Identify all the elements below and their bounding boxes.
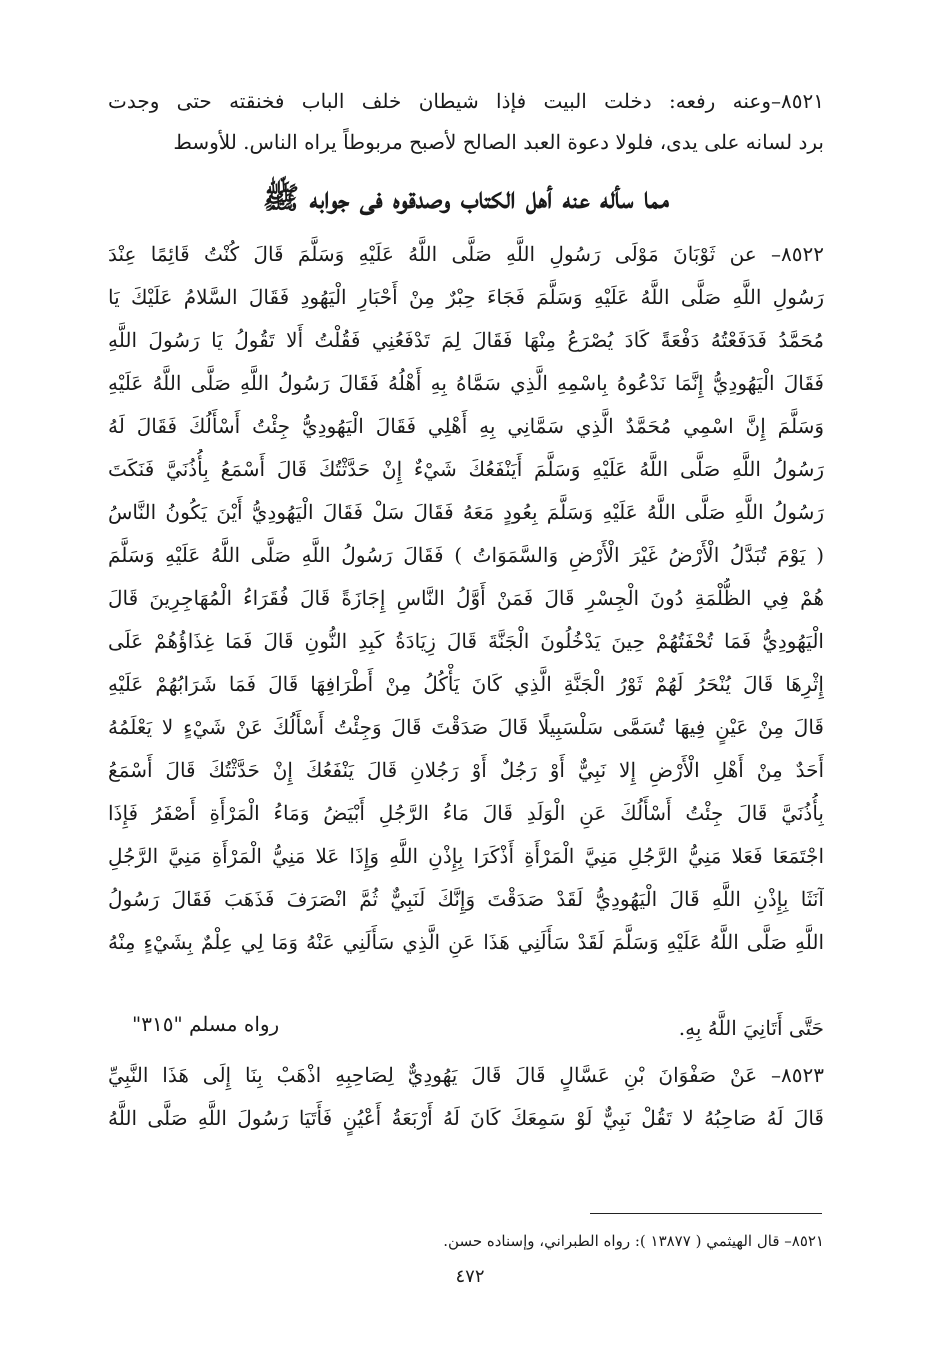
text-line: ٨٥٢١–وعنه رفعه: دخلت البيت فإذا شيطان خلف الباب فخنقته حتى وجدت — [108, 89, 824, 113]
text-line: وَسَلَّمَ إِنَّ اسْمِي مُحَمَّدٌ الَّذِي سَمَّانِي بِهِ أَهْلِي فَقَالَ الْيَهُودِيُّ جِئْتُ أَسْأَلُكَ فَقَالَ لَهُ — [108, 414, 824, 438]
section-heading: مما سأله عنه أهل الكتاب وصدقوه فى جوابه ﷺ — [262, 181, 670, 216]
text-line: رَسُولُ اللَّهِ صَلَّى اللَّهُ عَلَيْهِ وَسَلَّمَ أَيَنْفَعُكَ شَيْءٌ إِنْ حَدَّثْتُكَ قَالَ أَسْمَعُ بِأُذُنَيَّ فَنَكَتَ — [108, 457, 824, 481]
text-line: اللَّهِ صَلَّى اللَّهُ عَلَيْهِ وَسَلَّمَ لَقَدْ سَأَلَنِي هَذَا عَنِ الَّذِي سَأَلَنِي عَنْهُ وَمَا لِي عِلْمٌ بِشَيْءٍ مِنْهُ — [108, 930, 824, 954]
text-line: مُحَمَّدُ فَدَفَعْتُهُ دَفْعَةً كَادَ يُصْرَعُ مِنْهَا فَقَالَ لِمَ تَدْفَعُنِي فَقُلْتُ أَلا تَقُولُ يَا رَسُولَ اللَّهِ — [108, 328, 824, 352]
text-line: رَسُولُ اللَّهِ صَلَّى اللَّهُ عَلَيْهِ وَسَلَّمَ بِعُودٍ مَعَهُ فَقَالَ سَلْ فَقَالَ الْيَهُودِيُّ أَيْنَ يَكُونُ النَّاسُ — [108, 500, 824, 524]
text-line: هُمْ فِي الظُّلْمَةِ دُونَ الْجِسْرِ قَالَ فَمَنْ أَوَّلُ النَّاسِ إِجَازَةً قَالَ فُقَرَاءُ الْمُهَاجِرِينَ قَالَ — [108, 586, 824, 610]
text-line: إِثْرِهَا قَالَ يُنْحَرُ لَهُمْ ثَوْرُ الْجَنَّةِ الَّذِي كَانَ يَأْكُلُ مِنْ أَطْرَافِهَا قَالَ فَمَا شَرَابُهُمْ عَلَيْهِ — [108, 672, 824, 696]
text-line: اجْتَمَعَا فَعَلا مَنِيُّ الرَّجُلِ مَنِيَّ الْمَرْأَةِ أَذْكَرَا بِإِذْنِ اللَّهِ وَإِذَا عَلا مَنِيُّ الْمَرْأَةِ مَنِيَّ الرَّجُلِ — [108, 844, 824, 868]
footnote-divider — [590, 1213, 822, 1214]
text-line: ٨٥٢٢– عن ثَوْبَانَ مَوْلَى رَسُولِ اللَّهِ صَلَّى اللَّهُ عَلَيْهِ وَسَلَّمَ قَالَ كُنْتُ قَائِمًا عِنْدَ — [108, 242, 824, 266]
hadith-reference: رواه مسلم "٣١٥" — [132, 1012, 280, 1036]
text-line: برد لسانه على يدى، فلولا دعوة العبد الصالح لأصبح مربوطاً يراه الناس. للأوسط — [173, 130, 824, 154]
text-line: أَحَدٌ مِنْ أَهْلِ الْأَرْضِ إِلا نَبِيٌّ أَوْ رَجُلٌ أَوْ رَجُلانِ قَالَ يَنْفَعُكَ إِنْ حَدَّثْتُكَ قَالَ أَسْمَعُ — [108, 758, 824, 782]
text-line: رَسُولِ اللَّهِ صَلَّى اللَّهُ عَلَيْهِ وَسَلَّمَ فَجَاءَ حِبْرٌ مِنْ أَحْبَارِ الْيَهُودِ فَقَالَ السَّلامُ عَلَيْكَ يَا — [108, 285, 824, 309]
footnote: ٨٥٢١– قال الهيثمي ( ١٣٨٧٧ ): رواه الطبراني، وإسناده حسن. — [443, 1232, 824, 1250]
text-line: الْيَهُودِيُّ فَمَا تُحْفَتُهُمْ حِينَ يَدْخُلُونَ الْجَنَّةَ قَالَ زِيَادَةُ كَبِدِ النُّونِ قَالَ فَمَا غِذَاؤُهُمْ عَلَى — [108, 629, 824, 653]
page-number: ٤٧٢ — [455, 1266, 485, 1287]
text-line: حَتَّى أَتَانِيَ اللَّهُ بِهِ. — [678, 1016, 824, 1040]
text-line: ٨٥٢٣– عَنْ صَفْوَانَ بْنِ عَسَّالٍ قَالَ قَالَ يَهُودِيٌّ لِصَاحِبِهِ اذْهَبْ بِنَا إِلَى هَذَا النَّبِيِّ — [108, 1063, 824, 1087]
text-line: ( يَوْمَ تُبَدَّلُ الْأَرْضُ غَيْرَ الْأَرْضِ وَالسَّمَوَاتُ ) فَقَالَ رَسُولُ اللَّهِ صَلَّى اللَّهُ عَلَيْهِ وَسَلَّمَ — [108, 543, 824, 567]
text-line: قَالَ مِنْ عَيْنٍ فِيهَا تُسَمَّى سَلْسَبِيلًا قَالَ صَدَقْتَ قَالَ وَجِئْتُ أَسْأَلُكَ عَنْ شَيْءٍ لا يَعْلَمُهُ — [108, 715, 824, 739]
text-line: قَالَ لَهُ صَاحِبُهُ لا تَقُلْ نَبِيٌّ لَوْ سَمِعَكَ كَانَ لَهُ أَرْبَعَةُ أَعْيُنٍ فَأَتَيَا رَسُولَ اللَّهِ صَلَّى اللَّهُ — [108, 1106, 824, 1130]
text-line: بِأُذُنَيَّ قَالَ جِئْتُ أَسْأَلُكَ عَنِ الْوَلَدِ قَالَ مَاءُ الرَّجُلِ أَبْيَضُ وَمَاءُ الْمَرْأَةِ أَصْفَرُ فَإِذَا — [108, 801, 824, 825]
text-line: آنَثَا بِإِذْنِ اللَّهِ قَالَ الْيَهُودِيُّ لَقَدْ صَدَقْتَ وَإِنَّكَ لَنَبِيٌّ ثُمَّ انْصَرَفَ فَذَهَبَ فَقَالَ رَسُولُ — [108, 887, 824, 911]
text-line: فَقَالَ الْيَهُودِيُّ إِنَّمَا نَدْعُوهُ بِاسْمِهِ الَّذِي سَمَّاهُ بِهِ أَهْلُهُ فَقَالَ رَسُولُ اللَّهِ صَلَّى اللَّهُ عَلَيْهِ — [108, 371, 824, 395]
